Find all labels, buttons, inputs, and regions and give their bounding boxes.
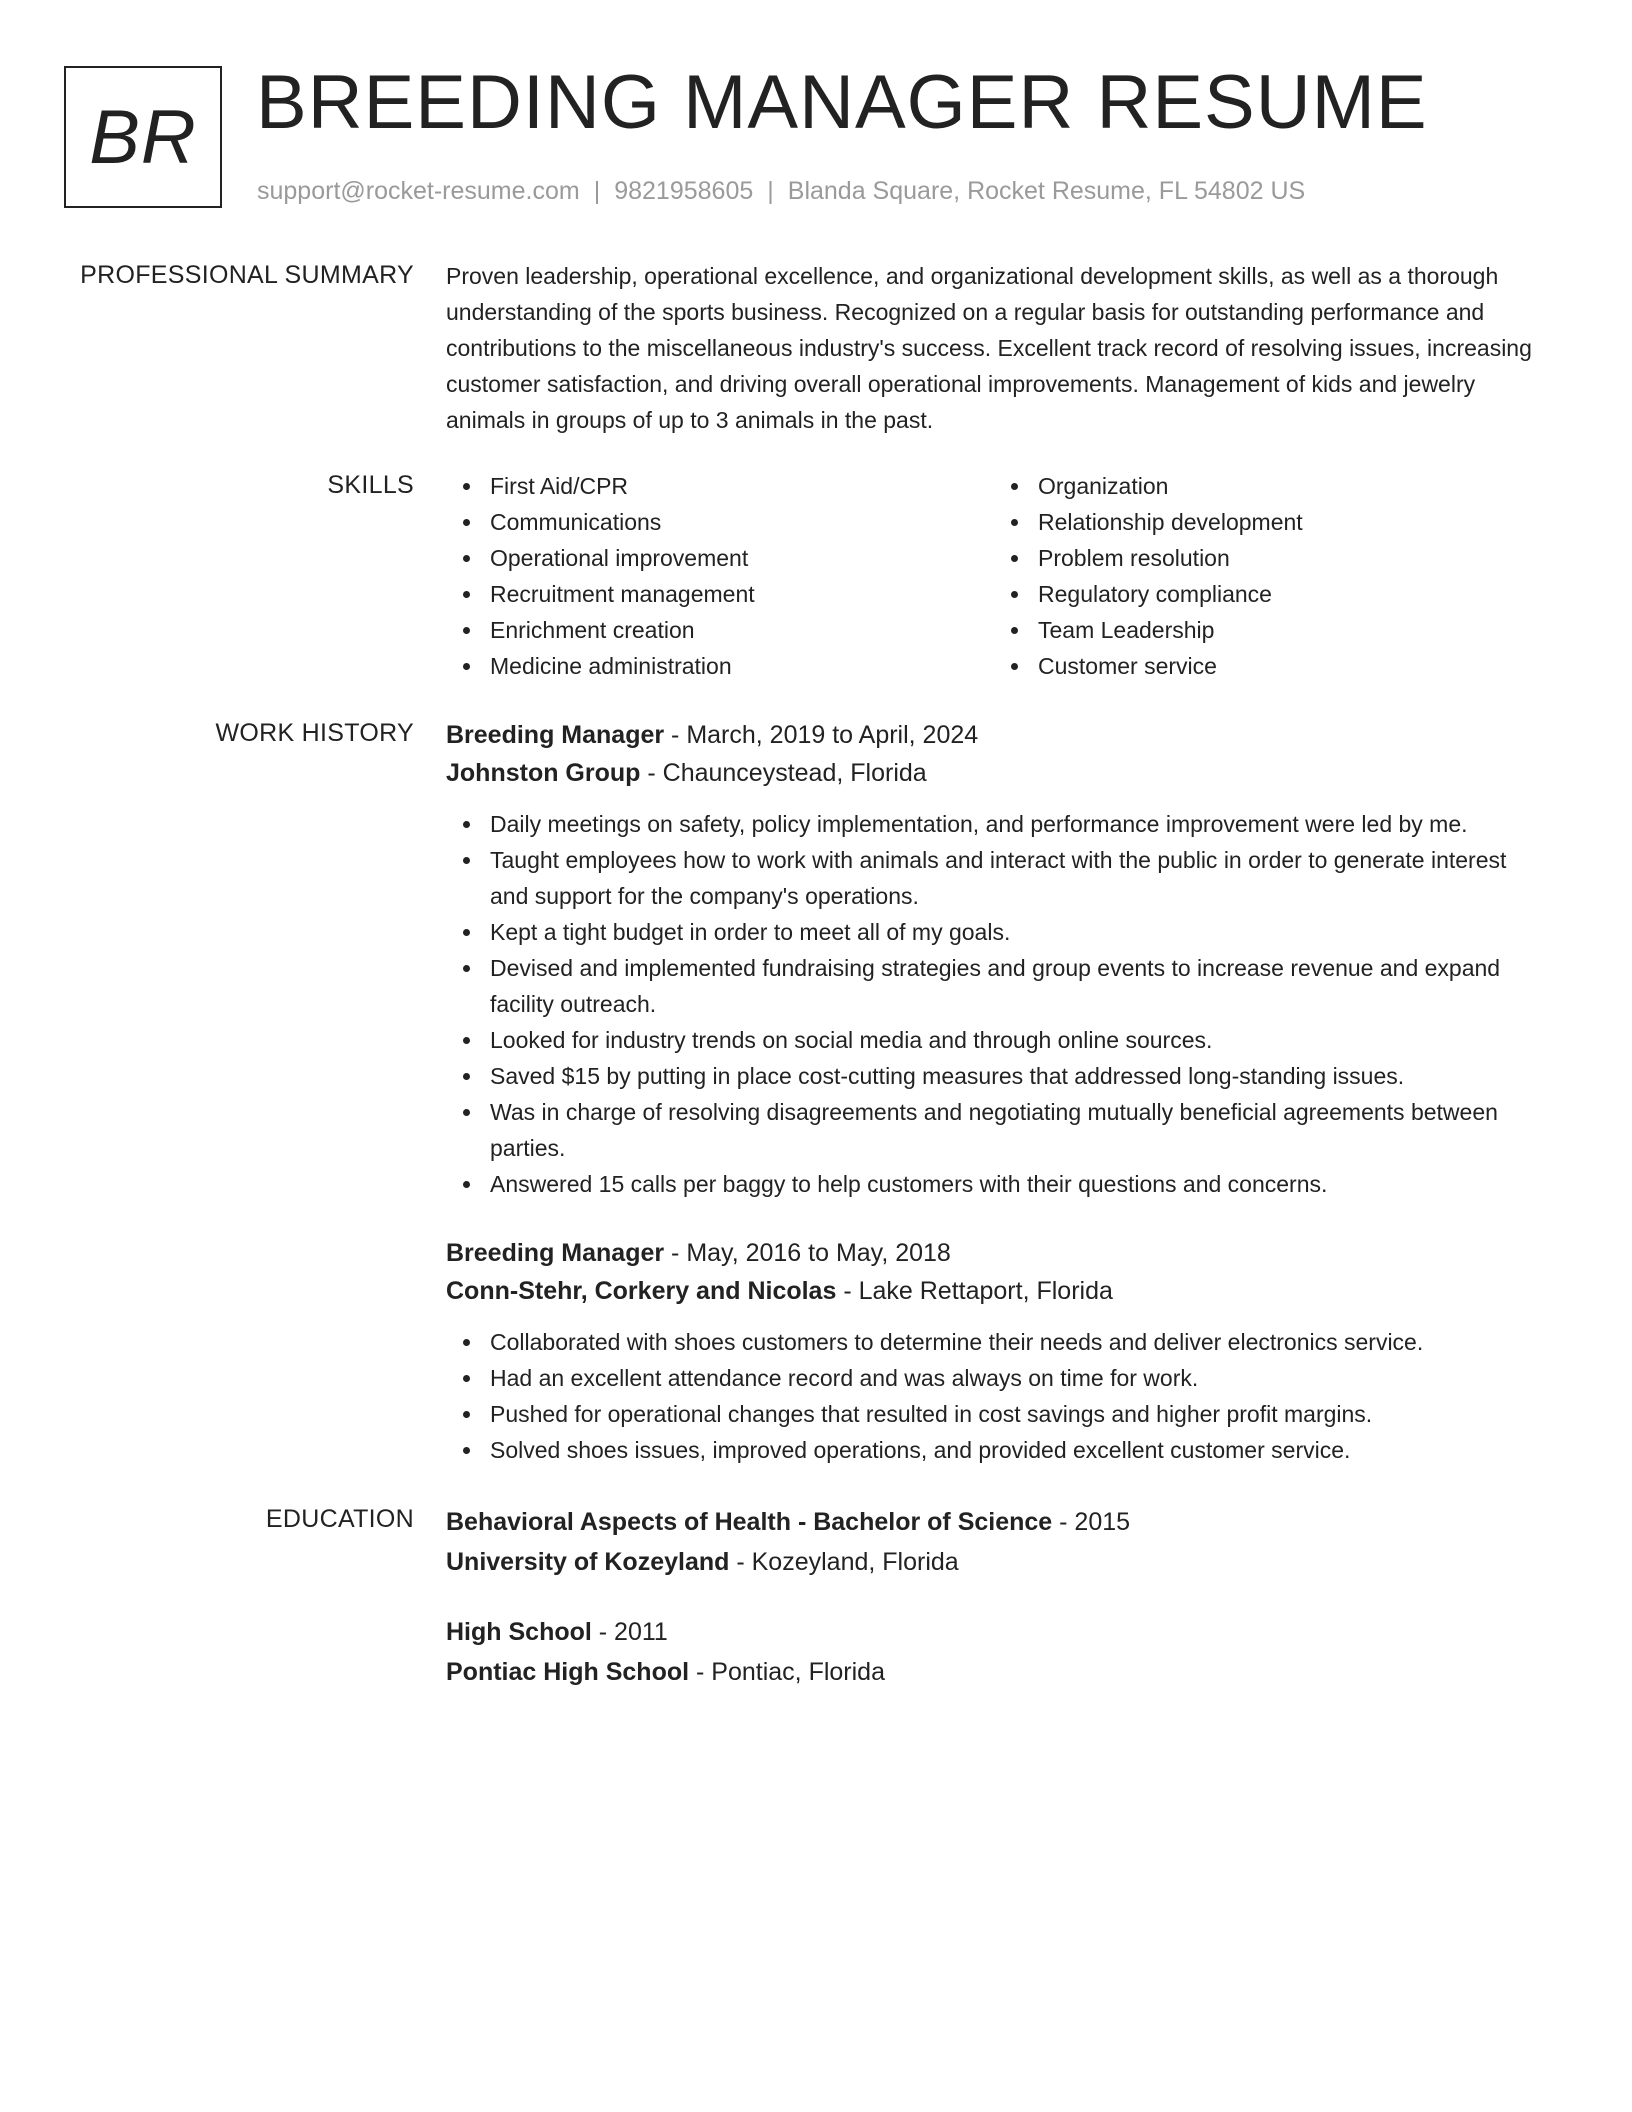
section-heading-skills: SKILLS — [327, 471, 414, 499]
job-title-line — [446, 716, 1546, 754]
skill-item: Recruitment management — [446, 576, 994, 612]
job-location: - Chaunceystead, Florida — [640, 759, 927, 787]
monogram-logo — [64, 66, 222, 208]
job-entry — [446, 716, 1546, 1202]
skill-item: Operational improvement — [446, 540, 994, 576]
skills-grid — [446, 468, 1546, 684]
job-duty-item: Was in charge of resolving disagreements and negotiating mutually beneficial agreements between parties. — [446, 1094, 1546, 1166]
education-year: - 2011 — [591, 1618, 668, 1646]
job-title-line — [446, 1234, 1546, 1272]
job-duty-item: Daily meetings on safety, policy implementation, and performance improvement were led by me. — [446, 806, 1546, 842]
summary-body — [446, 258, 1546, 438]
skill-item: Problem resolution — [994, 540, 1542, 576]
summary-text: Proven leadership, operational excellence, and organizational development skills, as well as a thorough understanding of the sports business. Recognized on a regular basis for outstanding performance and contributions to the miscellaneous industry's success. Excellent track record of resolving issues, increasing customer satisfaction, and driving overall operational improvements. Management of kids and jewelry animals in groups of up to 3 animals in the past. — [446, 263, 1532, 433]
job-title: Breeding Manager — [446, 1239, 665, 1267]
job-duty-item: Looked for industry trends on social media and through online sources. — [446, 1022, 1546, 1058]
skill-item: Regulatory compliance — [994, 576, 1542, 612]
job-dates: - March, 2019 to April, 2024 — [664, 721, 979, 749]
contact-phone[interactable]: 9821958605 — [614, 177, 754, 205]
skill-item: Communications — [446, 504, 994, 540]
skills-list-right — [994, 468, 1542, 684]
skill-item: Customer service — [994, 648, 1542, 684]
education-degree: Behavioral Aspects of Health - Bachelor of Science — [446, 1508, 1053, 1536]
contact-address: Blanda Square, Rocket Resume, FL 54802 US — [787, 177, 1306, 205]
contact-email[interactable]: support@rocket-resume.com — [257, 177, 580, 205]
skills-body — [446, 468, 1546, 684]
skill-item: Medicine administration — [446, 648, 994, 684]
job-dates: - May, 2016 to May, 2018 — [664, 1239, 951, 1267]
contact-separator: | — [593, 177, 601, 205]
job-duty-item: Answered 15 calls per baggy to help customers with their questions and concerns. — [446, 1166, 1546, 1202]
job-company: Conn-Stehr, Corkery and Nicolas — [446, 1277, 837, 1305]
education-location: - Kozeyland, Florida — [729, 1548, 959, 1576]
skill-item: Relationship development — [994, 504, 1542, 540]
education-degree-line — [446, 1612, 1546, 1652]
skills-list-left — [446, 468, 994, 684]
job-duty-item: Devised and implemented fundraising strategies and group events to increase revenue and expand facility outreach. — [446, 950, 1546, 1022]
education-entry — [446, 1612, 1546, 1692]
education-degree: High School — [446, 1618, 592, 1646]
job-duty-item: Pushed for operational changes that resulted in cost savings and higher profit margins. — [446, 1396, 1546, 1432]
job-duty-item: Solved shoes issues, improved operations, and provided excellent customer service. — [446, 1432, 1546, 1468]
education-year: - 2015 — [1052, 1508, 1131, 1536]
education-school-line — [446, 1652, 1546, 1692]
job-duties-list — [446, 806, 1546, 1202]
skill-item: Organization — [994, 468, 1542, 504]
contact-line — [257, 176, 1305, 206]
job-duties-list — [446, 1324, 1546, 1468]
education-body — [446, 1502, 1546, 1692]
job-location: - Lake Rettaport, Florida — [836, 1277, 1113, 1305]
education-school-line — [446, 1542, 1546, 1582]
resume-title: BREEDING MANAGER RESUME — [256, 60, 1428, 145]
skill-item: Team Leadership — [994, 612, 1542, 648]
job-company-line — [446, 1272, 1546, 1310]
job-duty-item: Had an excellent attendance record and was always on time for work. — [446, 1360, 1546, 1396]
section-heading-work-history: WORK HISTORY — [215, 719, 414, 747]
section-heading-education: EDUCATION — [265, 1505, 414, 1533]
job-duty-item: Taught employees how to work with animals and interact with the public in order to generate interest and support for the company's operations. — [446, 842, 1546, 914]
job-company: Johnston Group — [446, 759, 641, 787]
job-title: Breeding Manager — [446, 721, 665, 749]
job-duty-item: Saved $15 by putting in place cost-cutting measures that addressed long-standing issues. — [446, 1058, 1546, 1094]
contact-separator: | — [767, 177, 774, 205]
education-location: - Pontiac, Florida — [689, 1658, 885, 1686]
education-school: Pontiac High School — [446, 1658, 690, 1686]
job-entry — [446, 1234, 1546, 1468]
education-degree-line — [446, 1502, 1546, 1542]
education-school: University of Kozeyland — [446, 1548, 730, 1576]
monogram-text: BR — [89, 94, 197, 180]
job-company-line — [446, 754, 1546, 792]
job-duty-item: Collaborated with shoes customers to determine their needs and deliver electronics service. — [446, 1324, 1546, 1360]
job-duty-item: Kept a tight budget in order to meet all of my goals. — [446, 914, 1546, 950]
education-entry — [446, 1502, 1546, 1582]
skill-item: First Aid/CPR — [446, 468, 994, 504]
work-history-body — [446, 716, 1546, 1468]
section-heading-summary: PROFESSIONAL SUMMARY — [80, 261, 414, 289]
skill-item: Enrichment creation — [446, 612, 994, 648]
